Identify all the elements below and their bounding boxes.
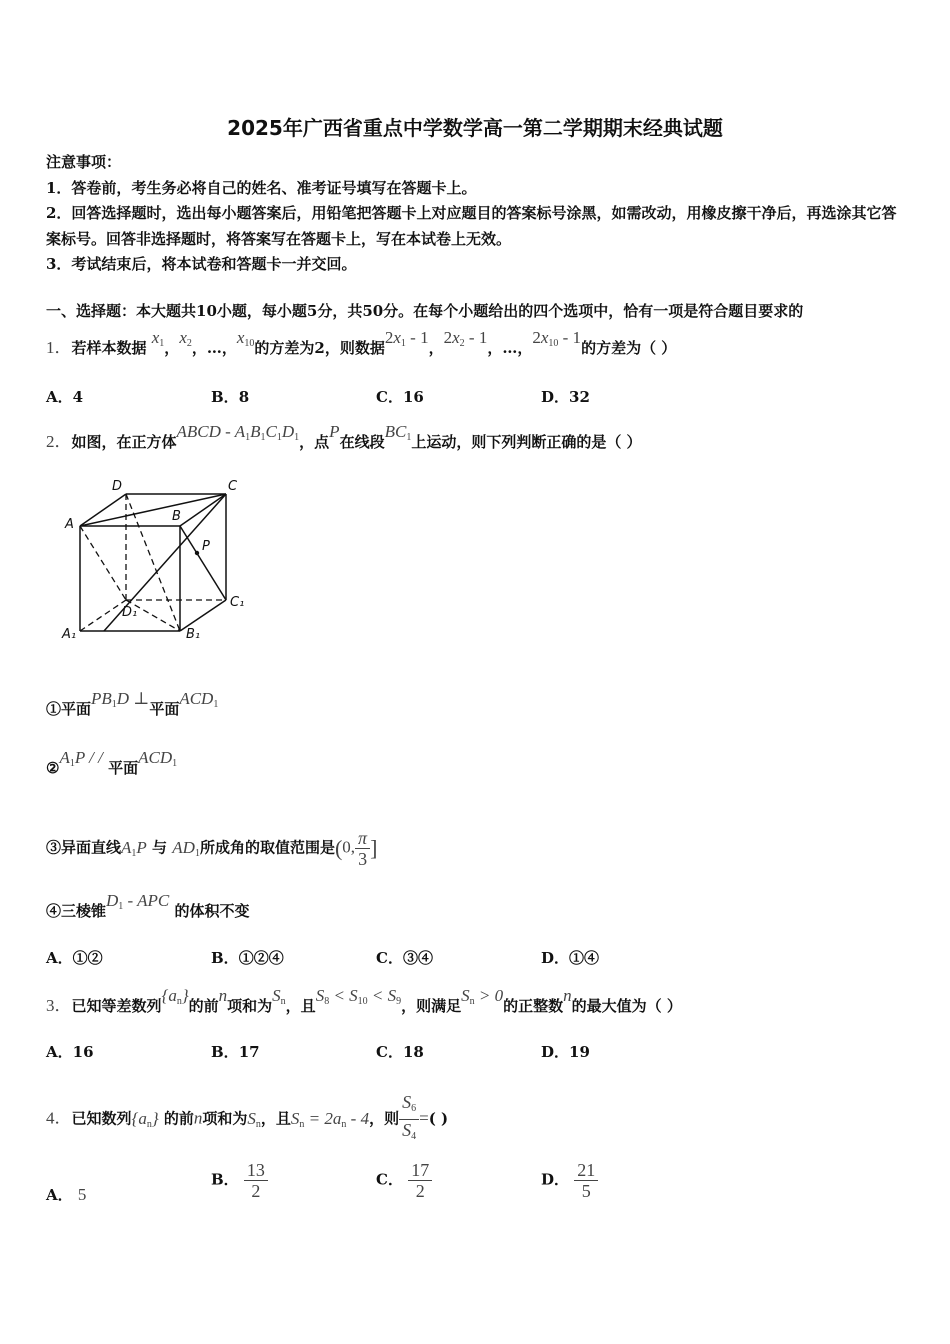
q3-option-b[interactable]: B．17 (211, 1043, 260, 1061)
statement-3: ③异面直线$A_1P$ 与 $AD_1$所成角的取值范围是(0, $\frac{\pi}{3}$ ] (46, 828, 378, 869)
statement-4: ④三棱锥$D_1$ - APC 的体积不变 (46, 891, 250, 920)
q1-option-c[interactable]: C．16 (376, 388, 424, 406)
notice-item: 1．答卷前，考生务必将自己的姓名、准考证号填写在答题卡上。 (46, 178, 477, 197)
q1-option-a[interactable]: A．4 (46, 388, 84, 406)
question-4: 4．已知数列$\{a_n\}$ 的前n项和为$S_n$，且$S_n = 2a_n - 4$，则 $\frac{S_6}{S_4}$ =( ) (46, 1092, 449, 1142)
q4-option-a[interactable]: A． 5 (46, 1185, 87, 1204)
label-a1: A₁ (62, 627, 77, 642)
section-heading: 一、选择题：本大题共10小题，每小题5分，共50分。在每个小题给出的四个选项中，恰有一项是符合题目要求的 (46, 302, 804, 320)
q2-number: 2． (46, 432, 72, 451)
notice-block (46, 150, 906, 278)
question-2: 2．如图，在正方体ABCD - $A_1B_1C_1D_1$，点P在线段$BC_1$上运动，则下列判断正确的是（ ） (46, 422, 642, 451)
statement-1: ①平面$PB_1D$ ⊥平面$ACD_1$ (46, 689, 219, 718)
q2-text-c: 在线段 (339, 433, 385, 451)
notice-item: 2．回答选择题时，选出每小题答案后，用铅笔把答题卡上对应题目的答案标号涂黑，如需改动，用橡皮擦干净后，再选涂其它答案标号。回答非选择题时，将答案写在答题卡上，写在本试卷上无效。 (46, 204, 897, 248)
label-a: A (65, 517, 74, 532)
q1-text-b: 的方差为2，则数据 (254, 339, 385, 357)
q2-text-d: 上运动，则下列判断正确的是（ ） (411, 433, 642, 451)
label-b: B (172, 509, 181, 524)
q1-option-d[interactable]: D．32 (541, 388, 590, 406)
question-1: 1．若样本数据 $x_1$，$x_2$，…，$x_{10}$的方差为2，则数据$2x_1 - 1$，$2x_2 - 1$，…，$2x_{10} - 1$的方差为（ ） (46, 328, 677, 357)
point-p (195, 551, 199, 555)
cube-figure (44, 476, 264, 646)
q4-option-d[interactable]: D． $\frac{21}{5}$ (541, 1160, 598, 1201)
q4-option-b[interactable]: B． $\frac{13}{2}$ (211, 1160, 268, 1201)
q2-option-a[interactable]: A．①② (46, 949, 103, 967)
label-c1: C₁ (230, 595, 245, 610)
q1-option-b[interactable]: B．8 (211, 388, 250, 406)
label-c: C (228, 479, 238, 494)
notice-item: 3．考试结束后，将本试卷和答题卡一并交回。 (46, 255, 357, 273)
label-b1: B₁ (186, 627, 201, 642)
notice-heading: 注意事项： (46, 153, 122, 171)
q2-text-a: 如图，在正方体 (71, 433, 177, 451)
q2-option-c[interactable]: C．③④ (376, 949, 433, 967)
q2-text-b: ，点 (299, 433, 330, 451)
q1-number: 1． (46, 338, 72, 357)
label-p: P (202, 539, 210, 554)
q2-option-d[interactable]: D．①④ (541, 949, 600, 967)
q1-text-c: 的方差为（ ） (581, 339, 677, 357)
q3-option-c[interactable]: C．18 (376, 1043, 424, 1061)
statement-2: $②A_1P$ / / 平面$ACD_1$ (46, 748, 178, 777)
q3-option-d[interactable]: D．19 (541, 1043, 590, 1061)
label-d: D (112, 479, 123, 494)
page-title: 2025年广西省重点中学数学高一第二学期期末经典试题 (227, 116, 723, 140)
q1-text-a: 若样本数据 (71, 339, 147, 357)
q2-option-b[interactable]: B．①②④ (211, 949, 284, 967)
label-d1: D₁ (122, 605, 138, 620)
q4-option-c[interactable]: C． $\frac{17}{2}$ (376, 1160, 432, 1201)
q3-option-a[interactable]: A．16 (46, 1043, 94, 1061)
question-3: 3．已知等差数列$\{a_n\}$的前n项和为$S_n$，且$S_8 < S_{10} < S_9$，则满足$S_n > 0$的正整数n的最大值为（ ） (46, 986, 682, 1015)
